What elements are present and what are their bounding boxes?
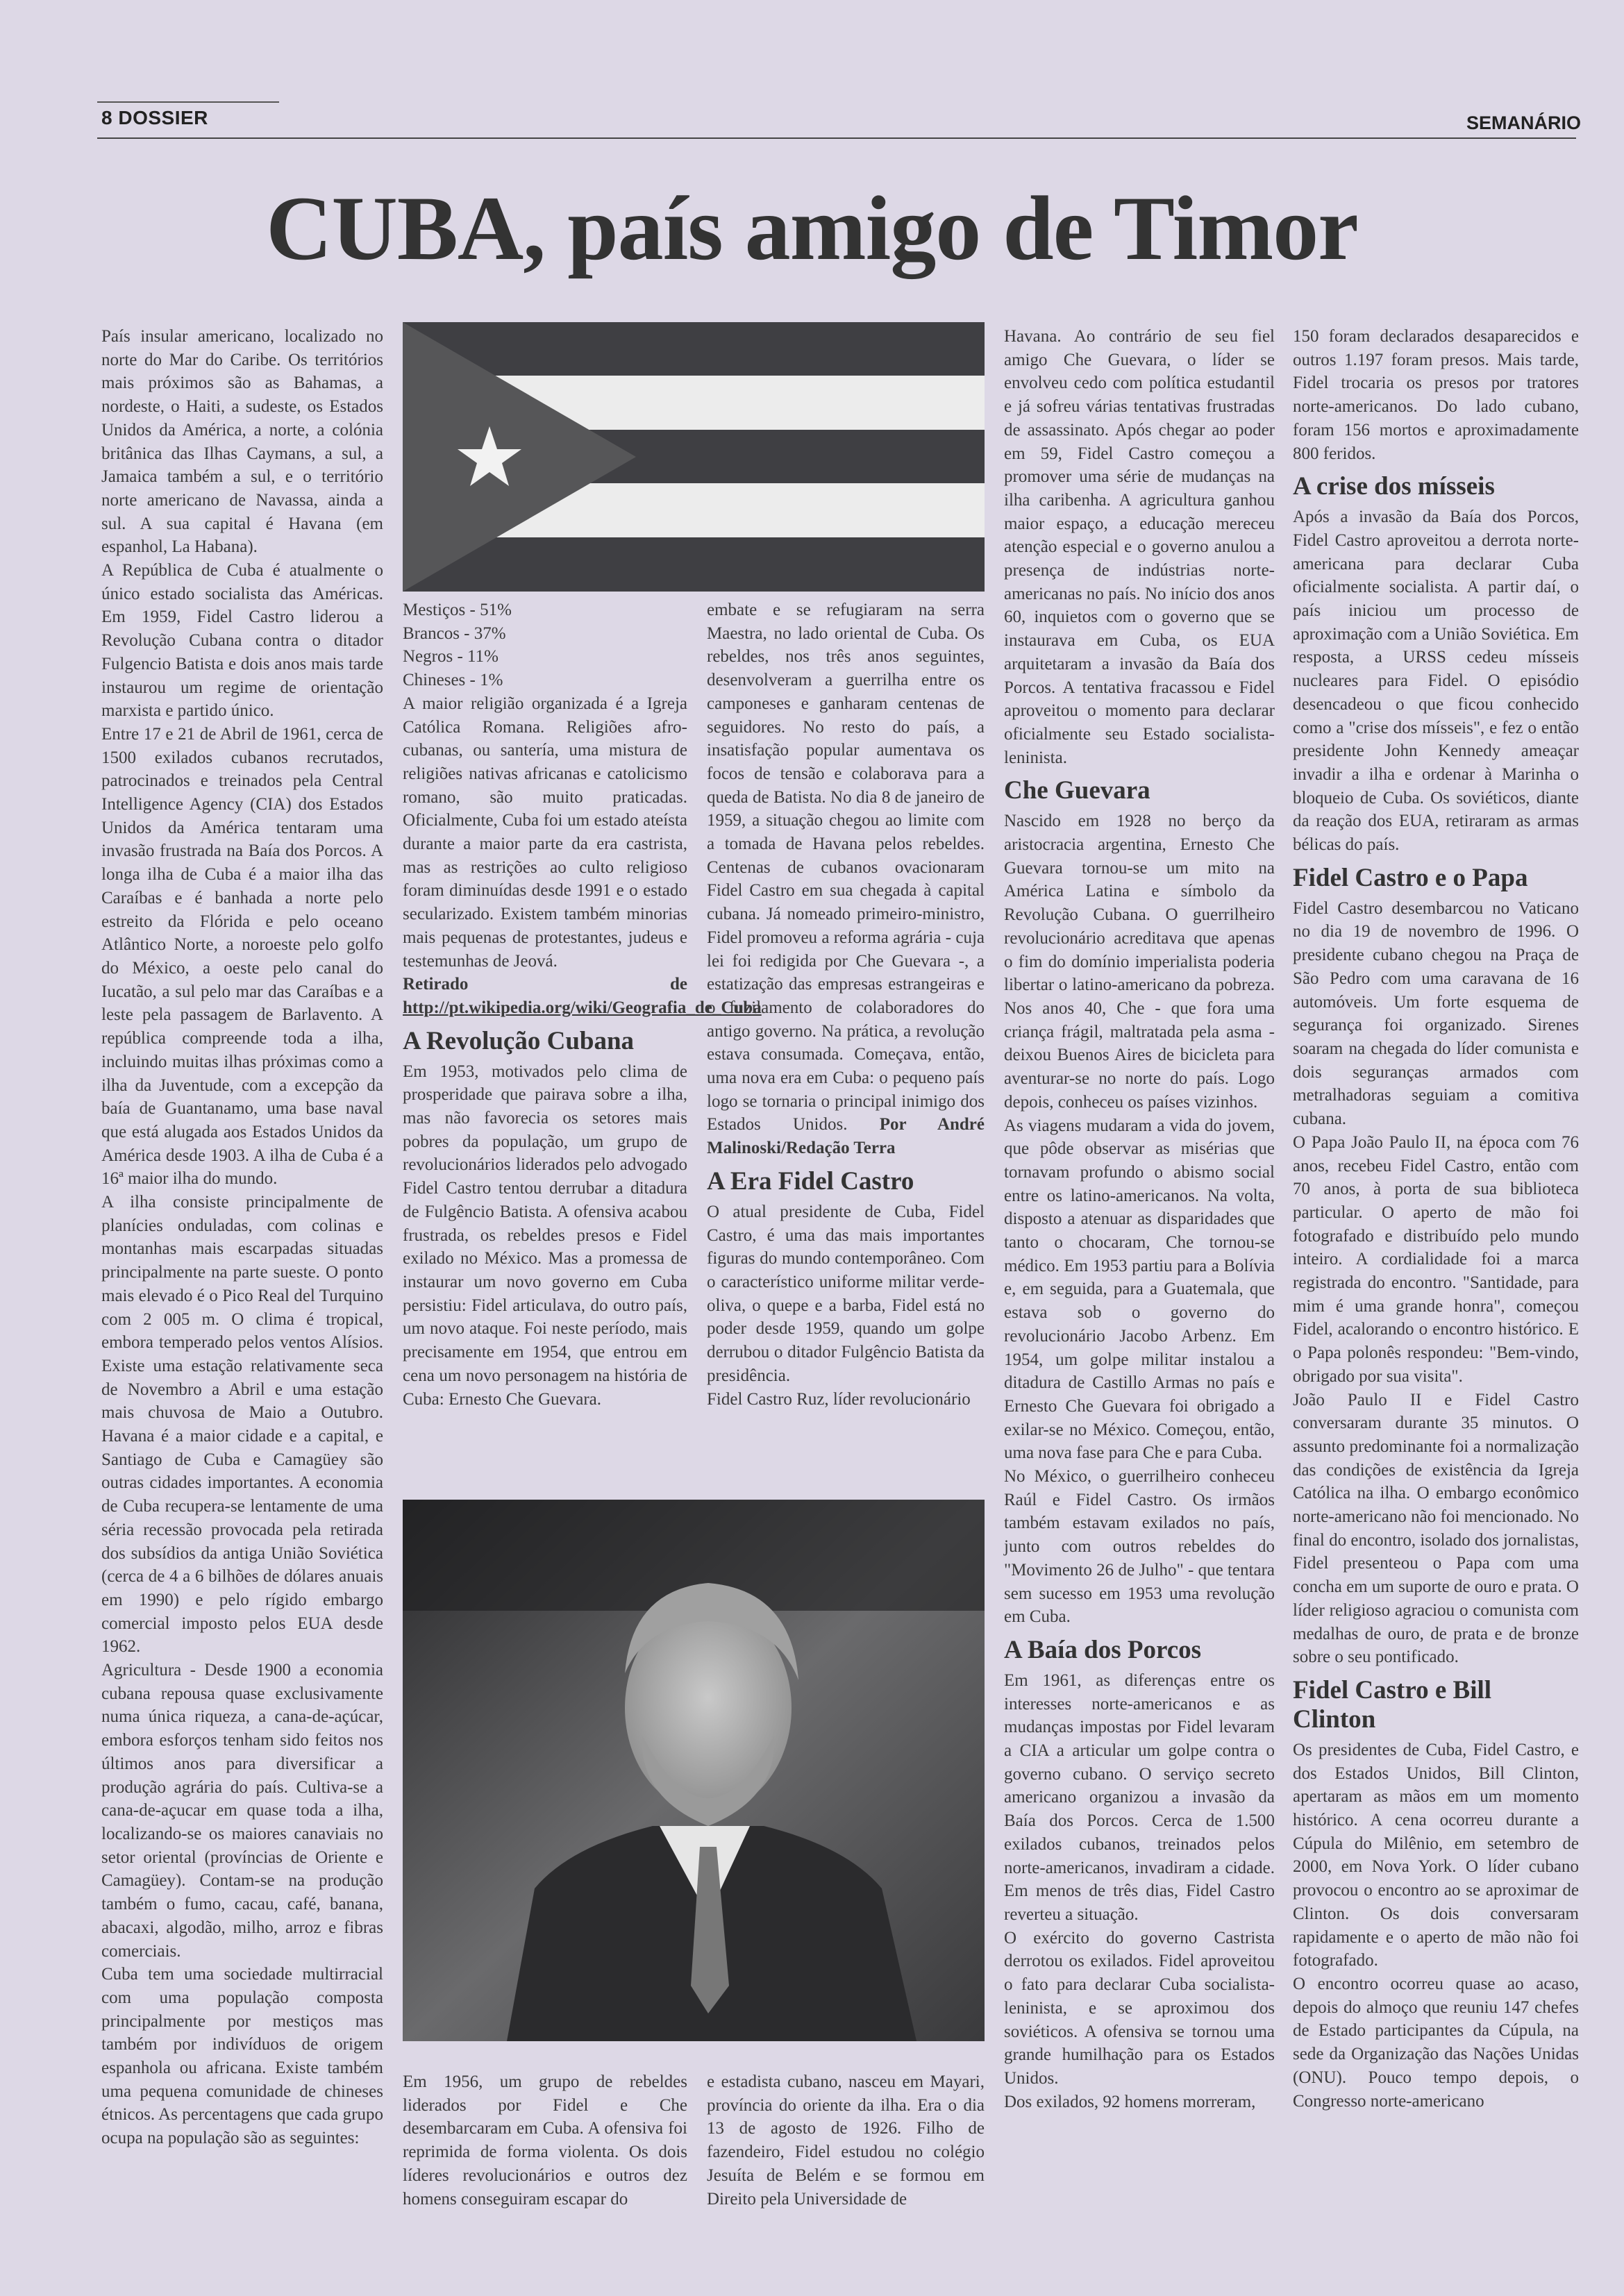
- paragraph: O encontro ocorreu quase ao acaso, depois do almoço que reuniu 147 chefes de Estado participantes da Cúpula, na sede da Organização das Nações Unidas (ONU). Pouco tempo depois, o Congresso norte-americano: [1293, 1975, 1579, 2111]
- paragraph: Havana. Ao contrário de seu fiel amigo Che Guevara, o líder se envolveu cedo com política estudantil e já sofreu várias tentativas frustradas de assassinato. Após chegar ao poder em 59, Fidel Castro começou a promover uma série de mudanças na ilha caribenha. A agricultura ganhou maior espaço, a educação mereceu atenção especial e o governo anulou a presença de indústrias norte-americanas no país. No início dos anos 60, inquietos com o governo que se instaurava em Cuba, os EUA arquitetaram a invasão da Baía dos Porcos. A tentativa fracassou e Fidel aproveitou o momento para declarar oficialmente seu Estado socialista-leninista.: [1004, 327, 1275, 767]
- demographic-stat: Chineses - 1%: [403, 671, 503, 690]
- demographic-stat: Negros - 11%: [403, 647, 499, 667]
- paragraph: Em 1953, motivados pelo clima de prosperidade que pairava sobre a ilha, mas não favorecia os setores mais pobres da população, um grupo de revolucionários liderados pelo advogado Fidel Castro tentou derrubar a ditadura de Fulgêncio Batista. A ofensiva acabou frustrada, os rebeldes presos e Fidel exilado no México. Mas a promessa de instaurar um novo governo em Cuba persistiu: Fidel articulava, do outro país, um novo ataque. Foi neste período, mais precisamente em 1954, que entrou em cena um novo personagem na história de Cuba: Ernesto Che Guevara.: [403, 1062, 687, 1409]
- source-label: Retirado de: [403, 975, 687, 994]
- demographic-stat: Brancos - 37%: [403, 623, 506, 643]
- paragraph: Cuba tem uma sociedade multirracial com uma população composta principalmente por mestiços mas também por indivíduos de origem espanhola ou africana. Existe também uma pequena comunidade de chineses étnicos. As percentagens que cada grupo ocupa na população são as seguintes:: [101, 1965, 383, 2148]
- source-link[interactable]: http://pt.wikipedia.org/wiki/Geografia_de_Cuba: [403, 998, 762, 1017]
- paragraph: Após a invasão da Baía dos Porcos, Fidel Castro aproveitou a derrota norte-americana para declarar Cuba oficialmente socialista. A partir daí, o país iniciou um processo de aproximação com a União Soviética. Em resposta, a URSS cedeu mísseis nucleares para Fidel. O episódio desencadeou o que ficou conhecido como a "crise dos mísseis", e fez o então presidente John Kennedy ameaçar invadir a ilha e ordenar à Marinha o bloqueio de Cuba. Os soviéticos, diante da reação dos EUA, retiraram as armas bélicas do país.: [1293, 508, 1579, 855]
- paragraph: Dos exilados, 92 homens morreram,: [1004, 2092, 1256, 2111]
- paragraph: Em 1956, um grupo de rebeldes liderados por Fidel e Che desembarcaram em Cuba. A ofensiva foi reprimida de forma violenta. Os dois líderes revolucionários e outros dez homens conseguiram escapar do: [403, 2072, 687, 2209]
- source-credit: [403, 973, 762, 1019]
- subheading: Che Guevara: [1004, 776, 1150, 805]
- column-2-bottom: [403, 2070, 687, 2211]
- subheading: Fidel Castro e Bill Clinton: [1293, 1675, 1492, 1734]
- paragraph: A maior religião organizada é a Igreja Católica Romana. Religiões afro-cubanas, ou santería, uma mistura de religiões nativas africanas e catolicismo romano, são muito praticadas. Oficialmente, Cuba foi um estado ateísta durante a maior parte da era castrista, mas as restrições ao culto religioso foram diminuídas desde 1991 e o estado secularizado. Existem também minorias mais pequenas de protestantes, judeus e testemunhas de Jeová.: [403, 694, 687, 971]
- paragraph: País insular americano, localizado no norte do Mar do Caribe. Os territórios mais próximos são as Bahamas, a nordeste, o Haiti, a sudeste, os Estados Unidos da América, a norte, a colónia britânica das Ilhas Caymans, a sul, a Jamaica também a sul, e o território norte americano de Navassa, ainda a sul. A sua capital é Havana (em espanhol, La Habana).: [101, 327, 383, 557]
- paragraph: A ilha consiste principalmente de planícies onduladas, com colinas e montanhas mais escarpadas situadas principalmente na parte sueste. O ponto mais elevado é o Pico Real del Turquino com 2 005 m. O clima é tropical, embora temperado pelos ventos Alísios. Existe uma estação relativamente seca de Novembro a Abril e uma estação mais chuvosa de Maio a Outubro. Havana é a maior cidade e a capital, e Santiago de Cuba e Camagüey são outras cidades importantes. A economia de Cuba recupera-se lentamente de uma séria recessão provocada pela retirada dos subsídios da antiga União Soviética (cerca de 4 a 6 bilhões de dólares anuais em 1990) e pelo rígido embargo comercial imposto pelos EUA desde 1962.: [101, 1193, 383, 1657]
- paragraph: Entre 17 e 21 de Abril de 1961, cerca de 1500 exilados cubanos recrutados, patrocinados e treinados pela Central Intelligence Agency (CIA) dos Estados Unidos da América tentaram uma invasão frustrada na Baía dos Porcos. A longa ilha de Cuba é a maior ilha das Caraíbas e é banhada a norte pelo estreito da Flórida e pelo oceano Atlântico Norte, a noroeste pelo golfo do México, a oeste pelo canal do Iucatão, a sul pelo mar das Caraíbas e a leste pela passagem de Barlavento. A república compreende toda a ilha, incluindo muitas ilhas próximas como a ilha da Juventude, com a excepção da baía de Guantanamo, uma base naval que está alugada aos Estados Unidos da América desde 1903. A ilha de Cuba é a 16ª maior ilha do mundo.: [101, 724, 383, 1189]
- paragraph: João Paulo II e Fidel Castro conversaram durante 35 minutos. O assunto predominante foi a normalização das condições de existência da Igreja Católica na ilha. O embargo econômico norte-americano não foi mencionado. No final do encontro, isolado dos jornalistas, Fidel presenteou o Papa com uma concha em um suporte de ouro e prata. O líder religioso agraciou o comunista com medalhas de ouro, de prata e de bronze sobre o seu pontificado.: [1293, 1390, 1579, 1667]
- newspaper-name: SEMANÁRIO: [1466, 112, 1581, 133]
- column-3: [707, 598, 985, 1411]
- column-5: [1293, 325, 1579, 2113]
- paragraph: A República de Cuba é atualmente o único estado socialista das Américas. Em 1959, Fidel Castro liderou a Revolução Cubana contra o ditador Fulgencio Batista e dois anos mais tarde instaurou um regime de orientação marxista e partido único.: [101, 561, 383, 721]
- paragraph: As viagens mudaram a vida do jovem, que pôde observar as misérias que tornavam profundo o abismo social entre os latino-americanos. Na volta, disposto a atenuar as disparidades que tanto o chocaram, Che tornou-se médico. Em 1953 partiu para a Bolívia e, em seguida, para a Guatemala, que estava sob o governo do revolucionário Jacobo Arbenz. Em 1954, um golpe militar instalou a ditadura de Castillo Armas no país e Ernesto Che Guevara foi obrigado a exilar-se no México. Começou, então, uma nova fase para Che e para Cuba.: [1004, 1116, 1275, 1463]
- paragraph-text: embate e se refugiaram na serra Maestra, no lado oriental de Cuba. Os rebeldes, nos três anos seguintes, desenvolveram a guerrilha entre os camponeses e ganharam centenas de seguidores. No resto do país, a insatisfação popular aumentava os focos de tensão e colaborava para a queda de Batista. No dia 8 de janeiro de 1959, a situação chegou ao limite com a tomada de Havana pelos rebeldes. Centenas de cubanos ovacionaram Fidel Castro em sua chegada à capital cubana. Já nomeado primeiro-ministro, Fidel promoveu a reforma agrária - cuja lei foi redigida por Che Guevara -, a estatização das empresas estrangeiras e o fuzilamento de colaboradores do antigo governo. Na prática, a revolução estava consumada. Começava, então, uma nova era em Cuba: o pequeno país logo se tornaria o principal inimigo dos Estados Unidos.: [707, 601, 985, 1134]
- portrait-photo: [403, 1500, 985, 2041]
- demographic-stat: Mestiços - 51%: [403, 601, 512, 619]
- paragraph: Em 1961, as diferenças entre os interesses norte-americanos e as mudanças impostas por Fidel levaram a CIA a articular um golpe contra o governo cubano. O serviço secreto americano organizou a invasão da Baía dos Porcos. Cerca de 1.500 exilados cubanos, treinados pelos norte-americanos, invadiram a cidade. Em menos de três dias, Fidel Castro reverteu a situação.: [1004, 1670, 1275, 1924]
- paragraph: O exército do governo Castrista derrotou os exilados. Fidel aproveitou o fato para declarar Cuba socialista-leninista, e se aproximou dos soviéticos. A ofensiva se tornou uma grande humilhação para os Estados Unidos.: [1004, 1928, 1275, 2088]
- paragraph: O Papa João Paulo II, na época com 76 anos, recebeu Fidel Castro, então com 70 anos, à porta de sua biblioteca particular. O aperto de mão foi fotografado e distribuído pelo mundo inteiro. A cordialidade foi a marca registrada do encontro. "Santidade, para mim é uma grande honra", começou Fidel, acalorando o encontro histórico. E o Papa polonês respondeu: "Bem-vindo, obrigado por sua visita".: [1293, 1132, 1579, 1386]
- paragraph: e estadista cubano, nasceu em Mayari, província do oriente da ilha. Era o dia 13 de agosto de 1926. Filho de fazendeiro, Fidel estudou no colégio Jesuíta de Belém e se formou em Direito pela Universidade de: [707, 2072, 985, 2209]
- headline: CUBA, país amigo de Timor: [266, 177, 1358, 279]
- subheading: A Era Fidel Castro: [707, 1166, 914, 1196]
- column-3-bottom: [707, 2070, 985, 2211]
- subheading: A Revolução Cubana: [403, 1026, 635, 1055]
- paragraph: Fidel Castro desembarcou no Vaticano no dia 19 de novembro de 1996. O presidente cubano chegou na Praça de São Pedro com uma caravana de 16 automóveis. Um forte esquema de segurança foi organizado. Sirenes soaram na chegada do líder comunista e dois seguranças armados com metralhadoras seguiam a comitiva cubana.: [1293, 898, 1579, 1129]
- subheading: A crise dos mísseis: [1293, 472, 1495, 501]
- paragraph: Fidel Castro Ruz, líder revolucionário: [707, 1389, 971, 1409]
- cuban-flag-image: [403, 322, 985, 592]
- header-rule: [97, 101, 279, 103]
- paragraph: 150 foram declarados desaparecidos e outros 1.197 foram presos. Mais tarde, Fidel trocaria os presos por tratores norte-americanos. Do lado cubano, foram 156 mortos e aproximadamente 800 feridos.: [1293, 327, 1579, 463]
- byline: Por André Malinoski/Redação Terra: [707, 1115, 985, 1158]
- column-4: [1004, 325, 1275, 2113]
- subheading: A Baía dos Porcos: [1004, 1635, 1202, 1664]
- paragraph: O atual presidente de Cuba, Fidel Castro, é uma das mais importantes figuras do mundo contemporâneo. Com o característico uniforme militar verde-oliva, o quepe e a barba, Fidel está no poder desde 1959, quando um golpe derrubou o ditador Fulgêncio Batista da presidência.: [707, 1202, 985, 1385]
- paragraph: Nascido em 1928 no berço da aristocracia argentina, Ernesto Che Guevara tornou-se um mito na América Latina e símbolo da Revolução Cubana. O guerrilheiro revolucionário acreditava que apenas o fim do domínio imperialista poderia libertar o latino-americano da pobreza. Nos anos 40, Che - que fora uma criança frágil, maltratada pela asma - deixou Buenos Aires de bicicleta para aventurar-se no norte do país. Logo depois, conheceu os países vizinhos.: [1004, 812, 1275, 1112]
- section-label: 8 DOSSIER: [101, 107, 208, 128]
- paragraph: No México, o guerrilheiro conheceu Raúl e Fidel Castro. Os irmãos também estavam exilados no país, junto com outros rebeldes do "Movimento 26 de Julho" - que tentara sem sucesso em 1953 uma revolução em Cuba.: [1004, 1467, 1275, 1627]
- paragraph: Agricultura - Desde 1900 a economia cubana repousa quase exclusivamente numa única riqueza, a cana-de-açúcar, embora esforços tenham sido feitos nos últimos anos para diversificar a produção agrária do país. Cultiva-se a cana-de-açucar em quase toda a ilha, localizando-se os maiores canaviais no setor oriental (províncias de Oriente e Camagüey). Contam-se na produção também o fumo, cacau, café, banana, abacaxi, algodão, milho, arroz e fibras comerciais.: [101, 1661, 383, 1961]
- column-2: [403, 598, 762, 1411]
- subheading: Fidel Castro e o Papa: [1293, 863, 1528, 892]
- header-divider: [97, 137, 1576, 139]
- paragraph: [707, 598, 985, 1160]
- paragraph: Os presidentes de Cuba, Fidel Castro, e dos Estados Unidos, Bill Clinton, apertaram as mãos em um momento histórico. A cena ocorreu durante a Cúpula do Milênio, em setembro de 2000, em Nova York. O líder cubano provocou o encontro ao se aproximar de Clinton. Os dois conversaram rapidamente e o aperto de mão não foi fotografado.: [1293, 1740, 1579, 1970]
- column-1: [101, 325, 383, 2150]
